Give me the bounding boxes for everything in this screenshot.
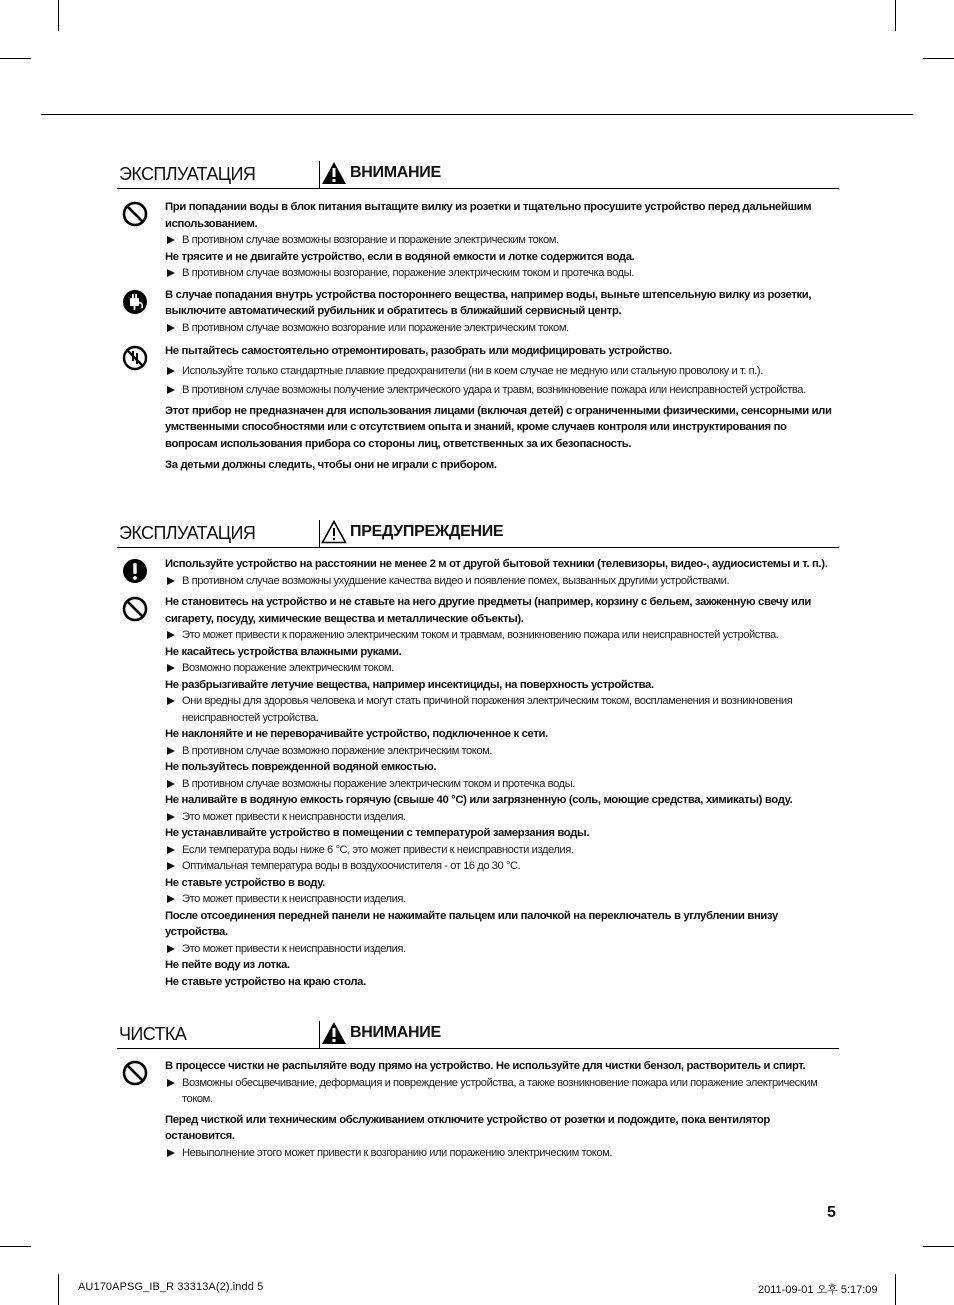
notice-group — [117, 343, 839, 474]
section-label-text: ПРЕДУПРЕЖДЕНИЕ — [350, 523, 504, 540]
unplug-icon — [122, 289, 148, 315]
notice-text: Не становитесь на устройство и не ставьте на него другие предметы (например, корзину с бельем, зажженную свечу или сигарету, посуду, химические вещества и металлические объекты). — [165, 596, 811, 625]
section-operation-caution — [117, 161, 839, 474]
warning-icon — [321, 520, 347, 544]
header-divider — [319, 520, 320, 547]
caution-warning-icon — [321, 161, 347, 185]
notice-detail: В противном случае возможны возгорание, поражение электрическим током и протечка воды. — [165, 265, 839, 282]
notice-group — [117, 556, 839, 589]
section-title: ЧИСТКА — [119, 1024, 187, 1044]
notice-detail: Оптимальная температура воды в воздухоочистителя - от 16 до 30 °C. — [165, 858, 839, 875]
notice-text: После отсоединения передней панели не нажимайте пальцем или палочкой на переключатель в углублении внизу устройства. — [165, 909, 778, 938]
footer-timestamp: 2011-09-01 오후 5:17:09 — [758, 1284, 878, 1296]
mandatory-icon — [122, 558, 148, 584]
notice-detail: Это может привести к неисправности изделия. — [165, 941, 839, 958]
section-header — [117, 520, 839, 548]
header-divider — [319, 1021, 320, 1048]
crop-mark — [58, 0, 59, 31]
notice-text: За детьми должны следить, чтобы они не играли с прибором. — [165, 459, 497, 471]
notice-detail: В противном случае возможно возгорание или поражение электрическим током. — [165, 320, 839, 337]
crop-mark — [58, 1274, 59, 1305]
notice-detail: В противном случае возможны получение электрического удара и травм, возникновение пожара или неисправностей устройства. — [165, 382, 839, 399]
notice-group — [117, 594, 839, 990]
notice-detail: В противном случае возможны поражение электрическим током и протечка воды. — [165, 776, 839, 793]
notice-text: Перед чисткой или техническим обслуживанием отключите устройство от розетки и подождите, пока вентилятор остановится. — [165, 1113, 770, 1142]
notice-text: Не пейте воду из лотка. — [165, 959, 290, 971]
notice-text: Этот прибор не предназначен для использования лицами (включая детей) с ограниченными физическими, сенсорными или умственными способностями или с отсутствием опыта и знаний, кроме случаев контроля или инструктирования по вопросам использования прибора со стороны лиц, ответственных за их безопасность. — [165, 404, 832, 450]
crop-mark — [0, 58, 31, 59]
section-label — [321, 520, 503, 544]
crop-mark — [895, 1274, 896, 1305]
notice-group — [117, 1058, 839, 1161]
notice-detail: Это может привести к неисправности изделия. — [165, 891, 839, 908]
notice-detail: Если температура воды ниже 6 °C, это может привести к неисправности изделия. — [165, 842, 839, 859]
caution-warning-icon — [321, 1021, 347, 1045]
section-header — [117, 161, 839, 189]
notice-text: Не пытайтесь самостоятельно отремонтировать, разобрать или модифицировать устройство. — [165, 345, 672, 357]
notice-detail: В противном случае возможны возгорание и поражение электрическим током. — [165, 232, 839, 249]
notice-detail: В противном случае возможны ухудшение качества видео и появление помех, вызванных другими устройствами. — [165, 573, 839, 590]
section-header — [117, 1021, 839, 1049]
crop-mark — [895, 0, 896, 31]
header-rule — [41, 114, 913, 115]
notice-text: Не трясите и не двигайте устройство, если в водяной емкости и лотке содержится вода. — [165, 250, 635, 263]
notice-text: Не наливайте в водяную емкость горячую (свыше 40 °C) или загрязненную (соль, моющие средства, химикаты) воду. — [165, 794, 793, 806]
notice-detail: Возможны обесцвечивание, деформация и повреждение устройства, а также возникновение пожара или поражение электрическим током. — [165, 1075, 839, 1108]
notice-detail: Это может привести к поражению электрическим током и травмам, возникновению пожара или неисправностей устройства. — [165, 627, 839, 644]
notice-text: Не ставьте устройство на краю стола. — [165, 975, 366, 988]
notice-text: Используйте устройство на расстоянии не менее 2 м от другой бытовой техники (телевизоры, видео-, аудиосистемы и т. п.). — [165, 558, 828, 570]
notice-text: Не наклоняйте и не переворачивайте устройство, подключенное к сети. — [165, 728, 548, 740]
crop-mark — [923, 58, 954, 59]
notice-text: В процессе чистки не распыляйте воду прямо на устройство. Не используйте для чистки бензол, растворитель и спирт. — [165, 1060, 806, 1072]
notice-detail: Невыполнение этого может привести к возгоранию или поражению электрическим током. — [165, 1145, 839, 1162]
section-title: ЭКСПЛУАТАЦИЯ — [119, 164, 256, 184]
notice-detail: Они вредны для здоровья человека и могут стать причиной поражения электрическим током, воспламенения и возникновения неисправностей устройства. — [165, 693, 839, 726]
notice-detail: В противном случае возможно поражение электрическим током. — [165, 743, 839, 760]
notice-text: Не ставьте устройство в воду. — [165, 876, 325, 889]
section-label-text: ВНИМАНИЕ — [350, 1024, 441, 1041]
prohibition-icon — [122, 596, 148, 622]
section-operation-warning — [117, 520, 839, 990]
notice-text: При попадании воды в блок питания вытащите вилку из розетки и тщательно просушите устройство перед дальнейшим использованием. — [165, 201, 812, 230]
notice-text: Не разбрызгивайте летучие вещества, например инсектициды, на поверхность устройства. — [165, 678, 654, 691]
notice-detail: Используйте только стандартные плавкие предохранители (ни в коем случае не медную или стальную проволоку и т. п.). — [165, 363, 839, 380]
notice-text: Не касайтесь устройства влажными руками. — [165, 645, 402, 658]
prohibition-icon — [122, 201, 148, 227]
section-label — [321, 161, 441, 185]
notice-group — [117, 199, 839, 282]
crop-mark — [0, 1246, 31, 1247]
section-cleaning-caution — [117, 1021, 839, 1161]
notice-detail: Это может привести к неисправности изделия. — [165, 809, 839, 826]
notice-group — [117, 287, 839, 337]
notice-text: Не пользуйтесь поврежденной водяной емкостью. — [165, 761, 437, 773]
notice-text: Не устанавливайте устройство в помещении с температурой замерзания воды. — [165, 827, 590, 839]
header-divider — [319, 161, 320, 188]
section-label-text: ВНИМАНИЕ — [350, 164, 441, 181]
notice-detail: Возможно поражение электрическим током. — [165, 660, 839, 677]
section-label — [321, 1021, 441, 1045]
footer-filename: AU170APSG_IB_R 33313A(2).indd 5 — [78, 1281, 264, 1293]
section-title: ЭКСПЛУАТАЦИЯ — [119, 523, 256, 543]
page-number: 5 — [827, 1204, 836, 1221]
no-disassembly-icon — [122, 345, 148, 371]
crop-mark — [923, 1246, 954, 1247]
prohibition-icon — [122, 1060, 148, 1086]
notice-text: В случае попадания внутрь устройства постороннего вещества, например воды, выньте штепсельную вилку из розетки, выключите автоматический рубильник и обратитесь в ближайший сервисный центр. — [165, 288, 812, 317]
